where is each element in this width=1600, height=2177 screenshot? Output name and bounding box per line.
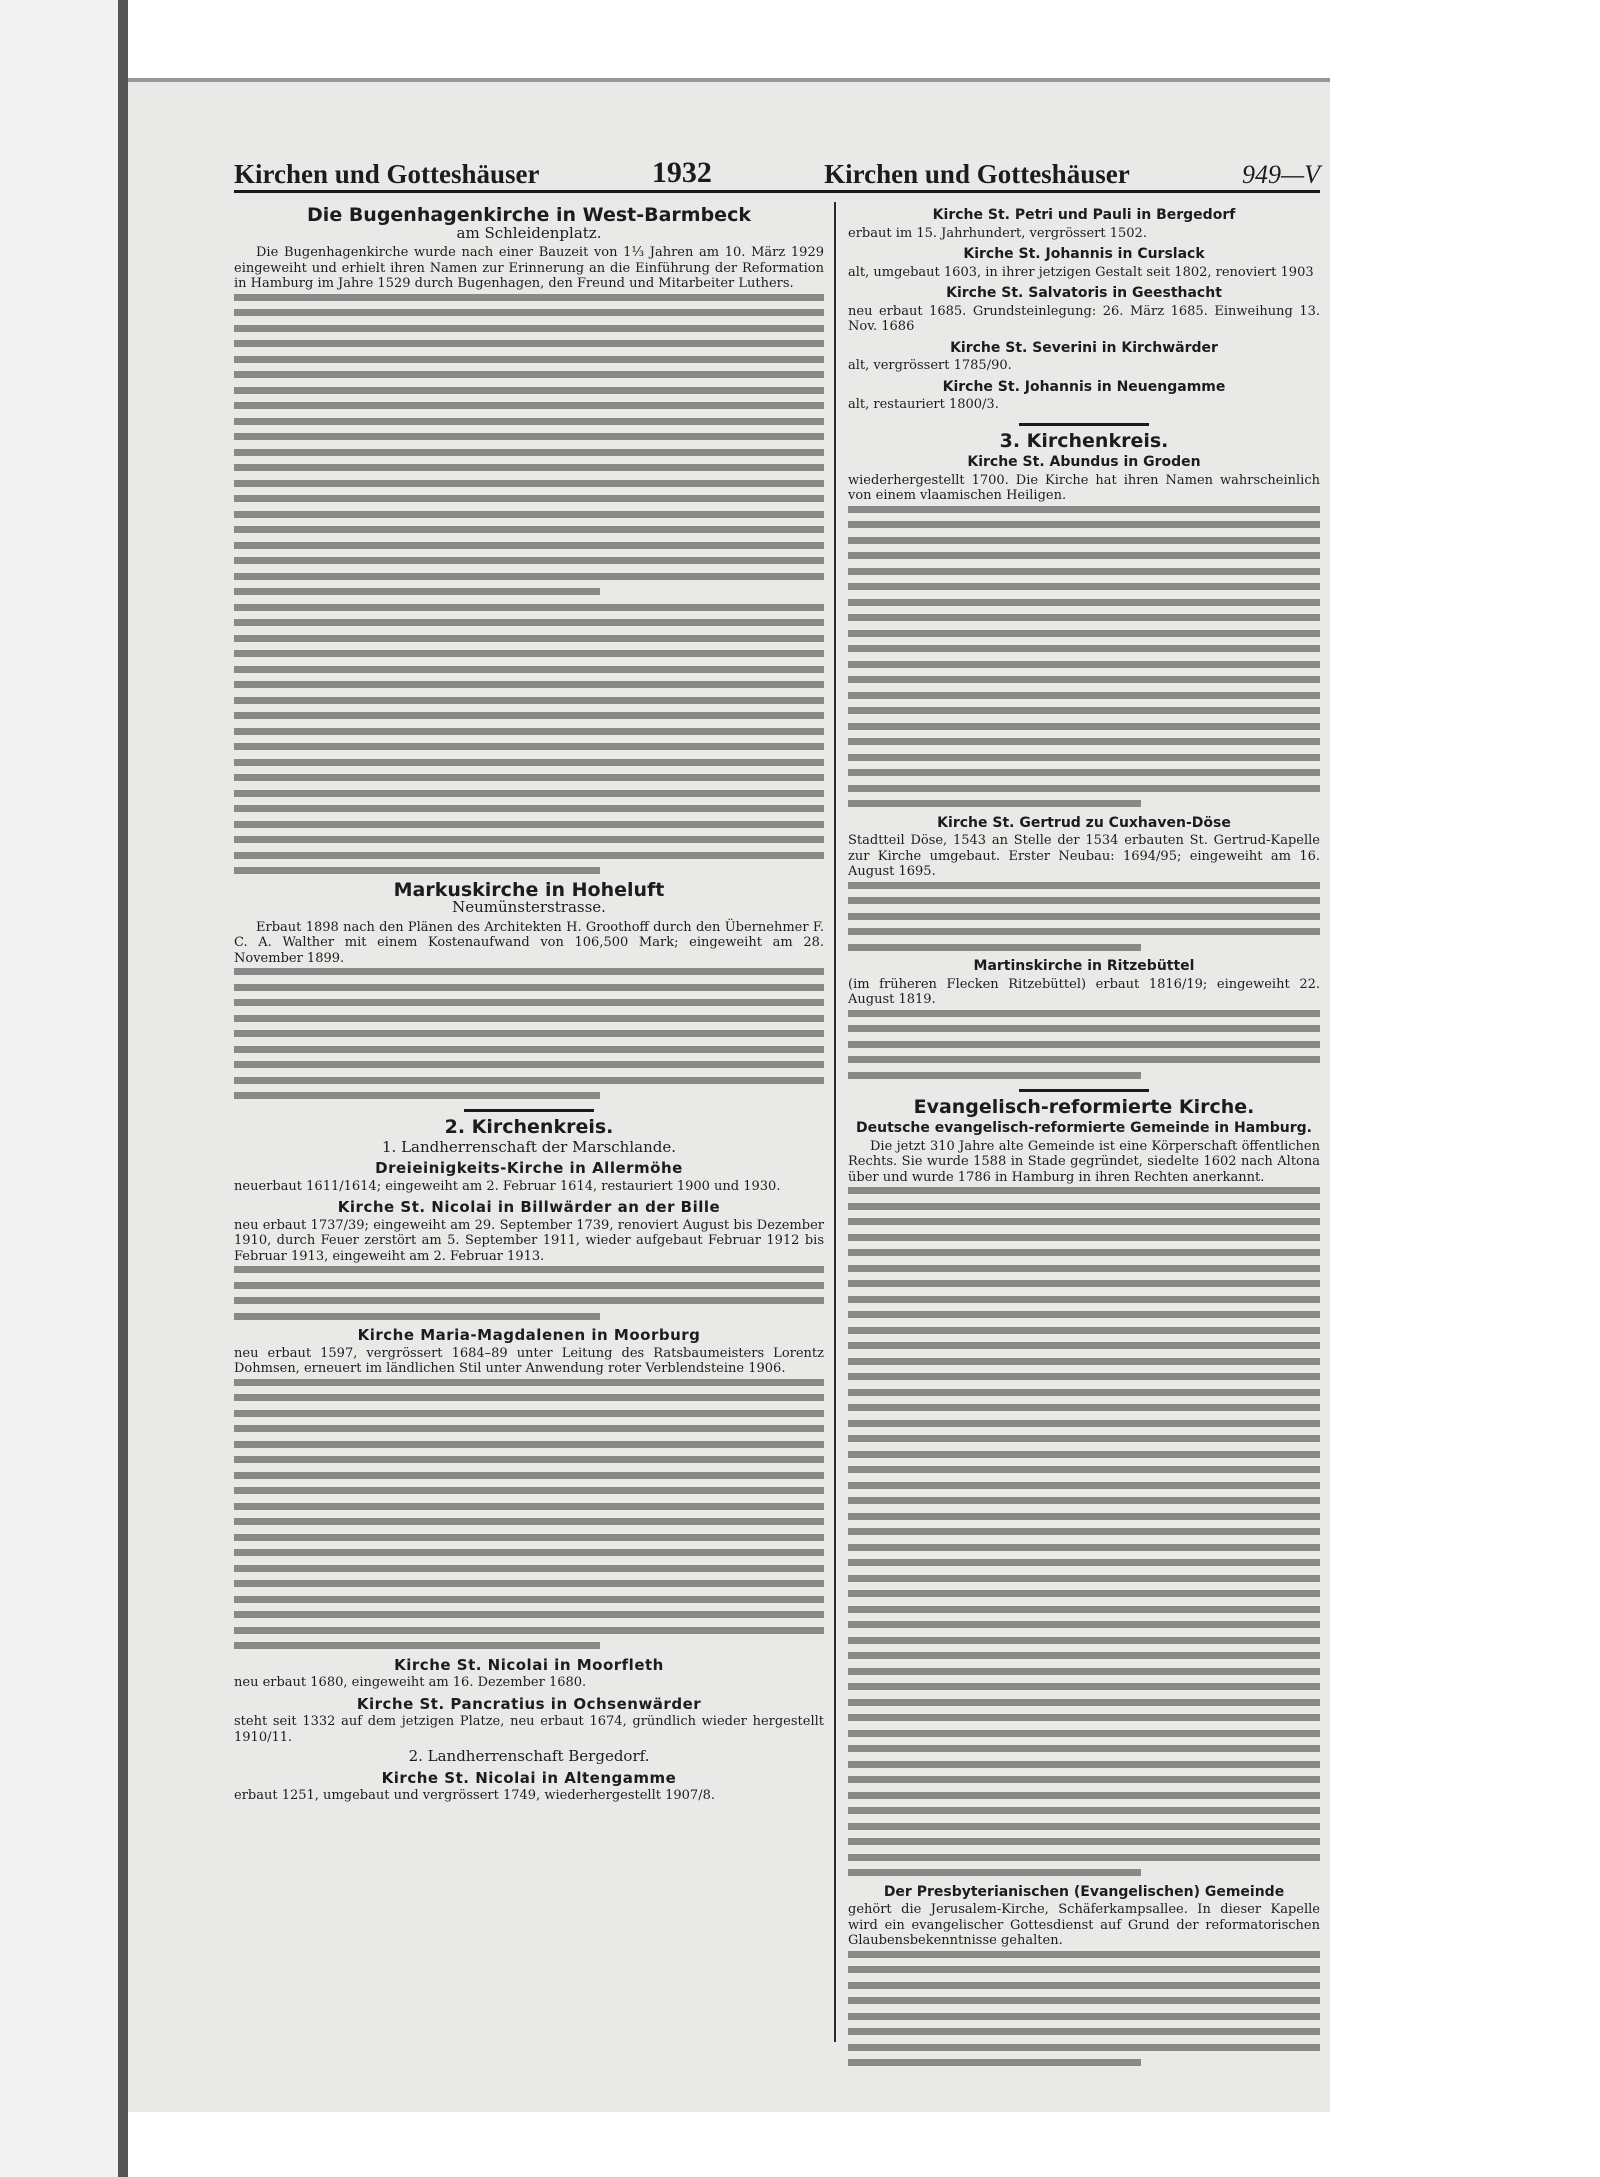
previous-page-edge	[0, 0, 124, 2177]
gertrud-body	[848, 882, 1320, 951]
markus-lead: Erbaut 1898 nach den Plänen des Architekten H. Groothoff durch den Übernehmer F. C. A. Walther mit einem Kostenaufwand von 106,500 Mark; eingeweiht am 28. November 1899.	[234, 919, 824, 966]
martins-lead: (im früheren Flecken Ritzebüttel) erbaut 1816/19; eingeweiht 22. August 1819.	[848, 976, 1320, 1007]
severini-text: alt, vergrössert 1785/90.	[848, 358, 1012, 373]
gertrud-lead: Stadtteil Döse, 1543 an Stelle der 1534 erbauten St. Gertrud-Kapelle zur Kirche umgebaut. Erster Neubau: 1694/95; eingeweiht am 16. August 1695.	[848, 833, 1320, 879]
johannis-curslack-title: Kirche St. Johannis in Curslack	[963, 246, 1205, 262]
right-column	[848, 202, 1320, 2082]
scan-right-margin	[1330, 0, 1600, 2177]
markus-title: Markuskirche in Hoheluft	[393, 878, 665, 901]
column-divider	[834, 202, 836, 2042]
header-right-title: Kirchen und Gotteshäuser	[824, 159, 1130, 189]
johannis-neuengamme-title: Kirche St. Johannis in Neuengamme	[942, 378, 1226, 395]
martins-body	[848, 1010, 1320, 1079]
johannis-neuengamme-text: alt, restauriert 1800/3.	[848, 397, 999, 412]
martins-title: Martinskirche in Ritzebüttel	[973, 958, 1195, 974]
kreis2-title: 2. Kirchenkreis.	[444, 1116, 614, 1138]
bugenhagen-lead: Die Bugenhagenkirche wurde nach einer Bauzeit von 1⅓ Jahren am 10. März 1929 eingeweiht und erhielt ihren Namen zur Erinnerung an die Einführung der Reformation in Hamburg im Jahre 1529 durch Bugenhagen, den Freund und Mitarbeiter Luthers.	[234, 245, 824, 291]
bugenhagen-body	[234, 294, 824, 875]
reformiert-title: Evangelisch-reformierte Kirche.	[913, 1095, 1255, 1118]
nicolai-billwaerder-title: Kirche St. Nicolai in Billwärder an der Bille	[337, 1198, 721, 1216]
presbyterian-title: Der Presbyterianischen (Evangelischen) Gemeinde	[883, 1883, 1285, 1900]
document-page	[128, 82, 1350, 2112]
maria-magdalenen-title: Kirche Maria-Magdalenen in Moorburg	[357, 1326, 701, 1344]
running-header	[234, 146, 1320, 193]
nicolai-billwaerder-body	[234, 1266, 824, 1320]
abundus-lead: wiederhergestellt 1700. Die Kirche hat ihren Namen wahrscheinlich von einem vlaamischen Heiligen.	[848, 472, 1320, 503]
nicolai-moorfleth-text: neu erbaut 1680, eingeweiht am 16. Dezember 1680.	[234, 1675, 587, 1690]
dreieinigkeit-title: Dreieinigkeits-Kirche in Allermöhe	[375, 1159, 683, 1177]
deutsche-reformiert-title: Deutsche evangelisch-reformierte Gemeinde in Hamburg.	[855, 1120, 1312, 1136]
markus-subtitle: Neumünsterstrasse.	[452, 898, 606, 916]
maria-magdalenen-body	[234, 1379, 824, 1650]
presbyterian-lead: gehört die Jerusalem-Kirche, Schäferkampsallee. In dieser Kapelle wird ein evangelischer Gottesdienst auf Grund der reformatorischen Glaubensbekenntnisse gehalten.	[848, 1902, 1320, 1948]
left-column	[234, 202, 824, 2082]
johannis-curslack-text: alt, umgebaut 1603, in ihrer jetzigen Gestalt seit 1802, renoviert 1903	[848, 264, 1314, 280]
petri-pauli-text: erbaut im 15. Jahrhundert, vergrössert 1502.	[848, 225, 1147, 241]
pancratius-text: steht seit 1332 auf dem jetzigen Platze, neu erbaut 1674, gründlich wieder hergestellt 1910/11.	[234, 1714, 824, 1745]
abundus-title: Kirche St. Abundus in Groden	[967, 454, 1201, 470]
deutsche-reformiert-body	[848, 1187, 1320, 1876]
nicolai-billwaerder-lead: neu erbaut 1737/39; eingeweiht am 29. September 1739, renoviert August bis Dezember 1910, durch Feuer zerstört am 5. September 1911, wieder aufgebaut Februar 1912 bis Februar 1913, eingeweiht am 2. Februar 1913.	[234, 1217, 824, 1264]
section-rule	[1019, 1089, 1149, 1092]
maria-magdalenen-lead: neu erbaut 1597, vergrössert 1684–89 unter Leitung des Ratsbaumeisters Lorentz Dohmsen, erneuert im ländlichen Stil unter Anwendung roter Verblendsteine 1906.	[234, 1345, 824, 1376]
section-rule	[1019, 423, 1149, 426]
presbyterian-body	[848, 1951, 1320, 2067]
book-gutter	[118, 0, 128, 2177]
nicolai-altengamme-title: Kirche St. Nicolai in Altengamme	[381, 1768, 677, 1787]
bugenhagen-subtitle: am Schleidenplatz.	[456, 223, 602, 242]
petri-pauli-title: Kirche St. Petri und Pauli in Bergedorf	[932, 207, 1236, 223]
salvatoris-title: Kirche St. Salvatoris in Geesthacht	[946, 285, 1222, 301]
severini-title: Kirche St. Severini in Kirchwärder	[950, 339, 1218, 356]
salvatoris-text: neu erbaut 1685. Grundsteinlegung: 26. März 1685. Einweihung 13. Nov. 1686	[848, 303, 1320, 334]
kreis3-title: 3. Kirchenkreis.	[999, 429, 1169, 452]
header-year: 1932	[651, 156, 712, 189]
markus-body	[234, 968, 824, 1099]
landherrenschaft-marschlande: 1. Landherrenschaft der Marschlande.	[381, 1137, 676, 1156]
dreieinigkeit-text: neuerbaut 1611/1614; eingeweiht am 2. Februar 1614, restauriert 1900 und 1930.	[234, 1178, 781, 1194]
pancratius-title: Kirche St. Pancratius in Ochsenwärder	[356, 1694, 702, 1713]
landherrenschaft-bergedorf: 2. Landherrenschaft Bergedorf.	[408, 1747, 650, 1765]
header-page-number: 949—V	[1242, 160, 1320, 189]
nicolai-altengamme-text: erbaut 1251, umgebaut und vergrössert 1749, wiederhergestellt 1907/8.	[234, 1788, 715, 1803]
section-rule	[464, 1109, 594, 1112]
bugenhagen-title: Die Bugenhagenkirche in West-Barmbeck	[307, 204, 751, 226]
deutsche-reformiert-lead: Die jetzt 310 Jahre alte Gemeinde ist eine Körperschaft öffentlichen Rechts. Sie wurde 1588 in Stade gegründet, siedelte 1602 nach Altona über und wurde 1786 in Hamburg in ihren Rechten anerkannt.	[848, 1138, 1320, 1185]
nicolai-moorfleth-title: Kirche St. Nicolai in Moorfleth	[394, 1655, 664, 1674]
header-left-title: Kirchen und Gotteshäuser	[234, 159, 540, 189]
gertrud-title: Kirche St. Gertrud zu Cuxhaven-Döse	[937, 814, 1231, 831]
abundus-body	[848, 506, 1320, 808]
